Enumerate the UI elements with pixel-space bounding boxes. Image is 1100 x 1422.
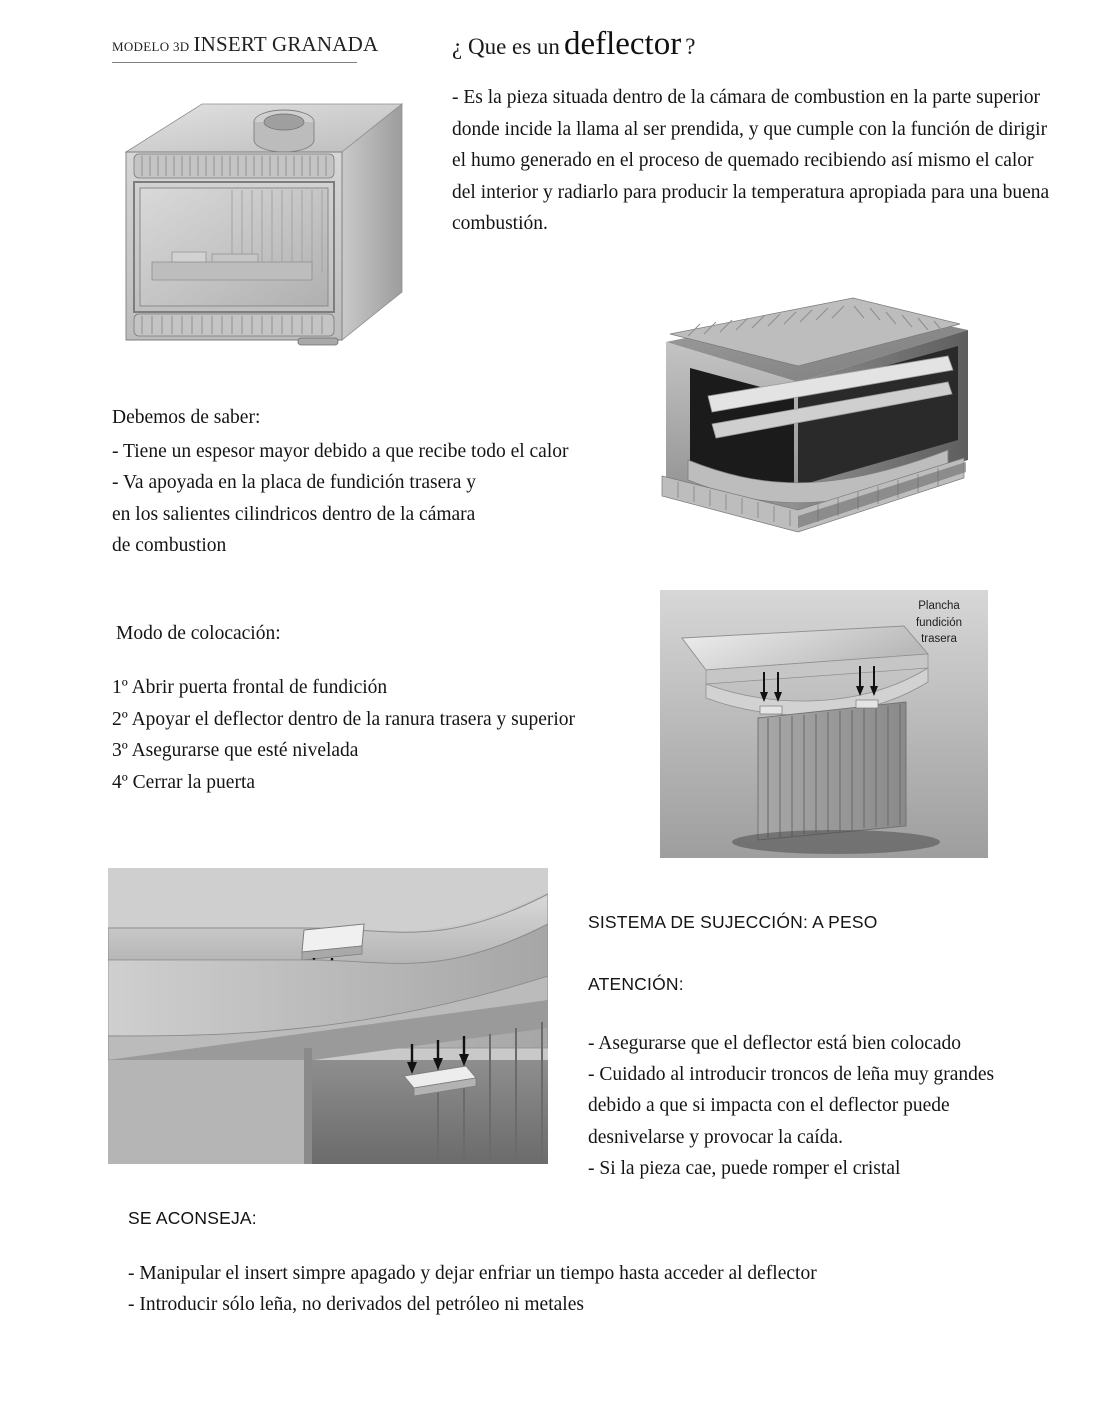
know-line-4: de combustion [112, 535, 227, 557]
model-prefix: MODELO 3D [112, 39, 190, 54]
warning-line-3: debido a que si impacta con el deflector puede [588, 1095, 950, 1117]
placement-heading: Modo de colocación: [116, 623, 281, 644]
step-4: 4º Cerrar la puerta [112, 771, 256, 793]
fixing-system: SISTEMA DE SUJECCIÓN: A PESO [588, 912, 878, 932]
step-2: 2º Apoyar el deflector dentro de la ranura trasera y superior [112, 708, 576, 730]
header-divider [112, 62, 357, 63]
plate-caption: Plancha fundición trasera [915, 600, 963, 646]
figure-insert-angled [648, 290, 978, 560]
page-title [452, 26, 695, 63]
advice-block [128, 1258, 978, 1320]
advice-line-1: - Manipular el insert simpre apagado y dejar enfriar un tiempo hasta acceder al deflector [128, 1263, 817, 1284]
advice-line-2: - Introducir sólo leña, no derivados del petróleo ni metales [128, 1294, 584, 1316]
warning-line-1: - Asegurarse que el deflector está bien colocado [588, 1033, 962, 1054]
figure-deflector-placement [660, 590, 988, 858]
attention-heading: ATENCIÓN: [588, 974, 684, 995]
title-prefix: ¿ Que es un [452, 34, 560, 59]
figure-insert-front [112, 82, 412, 372]
warnings-block [588, 1028, 1058, 1184]
warning-line-2: - Cuidado al introducir troncos de leña muy grandes [588, 1064, 995, 1086]
know-line-2: - Va apoyada en la placa de fundición trasera y [112, 472, 477, 494]
intro-text: - Es la pieza situada dentro de la cámara de combustion en la parte superior donde incide la llama al ser prendida, y que cumple con la función de dirigir el humo generado en el proceso de quemado recibiendo así mismo el calor del interior y radiarlo para producir la temperatura apropiada para una buena combustión. [452, 87, 1050, 235]
model-name: INSERT GRANADA [193, 32, 379, 56]
know-line-1: - Tiene un espesor mayor debido a que recibe todo el calor [112, 440, 569, 462]
advice-heading: SE ACONSEJA: [128, 1208, 257, 1228]
figure-slot-closeup [108, 868, 548, 1164]
know-line-3: en los salientes cilindricos dentro de la cámara [112, 503, 476, 525]
title-keyword: deflector [563, 26, 682, 62]
model-label [112, 32, 379, 57]
warning-line-4: desnivelarse y provocar la caída. [588, 1126, 844, 1148]
title-suffix: ? [685, 34, 696, 59]
intro-paragraph [452, 82, 1052, 240]
know-heading: Debemos de saber: [112, 407, 261, 428]
step-3: 3º Asegurarse que esté nivelada [112, 740, 359, 762]
step-1: 1º Abrir puerta frontal de fundición [112, 677, 388, 698]
warning-line-5: - Si la pieza cae, puede romper el cristal [588, 1157, 901, 1179]
placement-steps [112, 672, 672, 798]
know-block [112, 402, 672, 562]
fixing-block [588, 908, 1058, 999]
